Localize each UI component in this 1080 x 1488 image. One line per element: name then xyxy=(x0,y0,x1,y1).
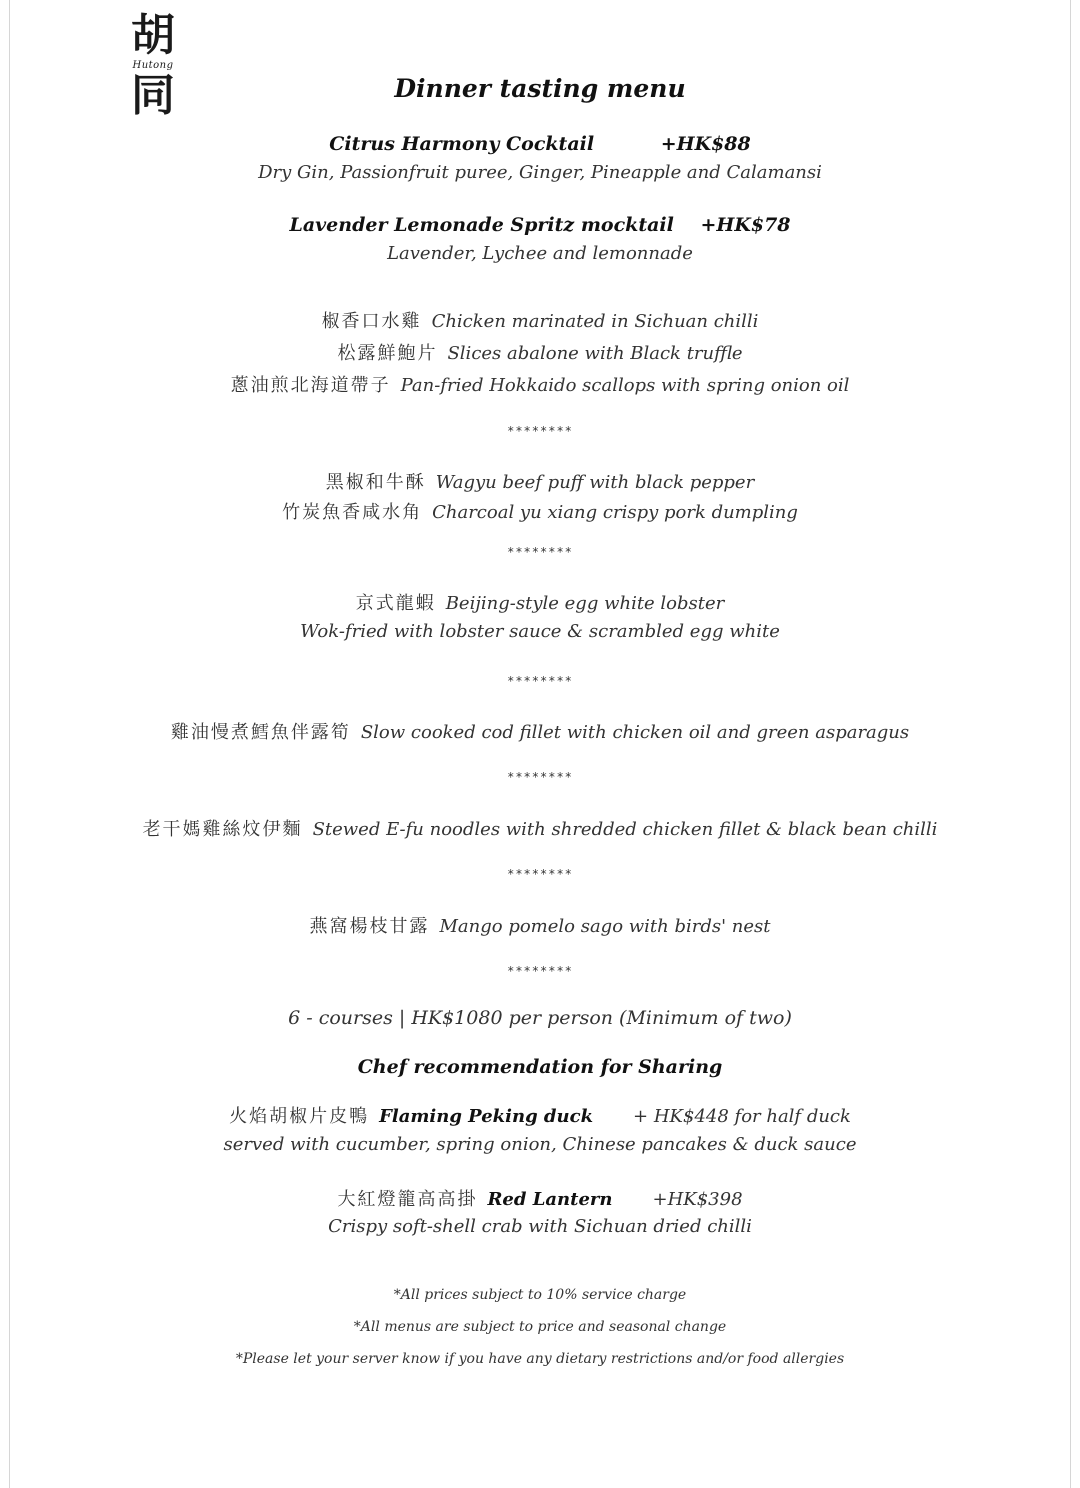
drink-2-price: +HK$78 xyxy=(700,214,791,236)
course-4-dish xyxy=(0,718,1080,744)
dish-en: Charcoal yu xiang crispy pork dumpling xyxy=(432,502,798,523)
dish-cn: 黑椒和牛酥 xyxy=(325,472,426,493)
dish-cn: 雞油慢煮鱈魚伴露筍 xyxy=(170,722,351,743)
drink-2-desc: Lavender, Lychee and lemonnade xyxy=(387,243,693,264)
course-2-dish-2 xyxy=(0,498,1080,524)
dish-en: Flaming Peking duck xyxy=(379,1106,594,1127)
dish-cn: 火焰胡椒片皮鴨 xyxy=(229,1106,370,1127)
dish-en: Stewed E-fu noodles with shredded chicken fillet & black bean chilli xyxy=(312,819,938,840)
course-separator: ******** xyxy=(507,770,573,784)
drink-1-price: +HK$88 xyxy=(660,133,751,155)
sharing-dish-2-desc: Crispy soft-shell crab with Sichuan dried chilli xyxy=(328,1216,752,1237)
dish-cn: 竹炭魚香咸水角 xyxy=(282,502,423,523)
chef-recommendation-heading: Chef recommendation for Sharing xyxy=(357,1056,723,1078)
drink-1-line xyxy=(0,133,1080,155)
dish-en: Slices abalone with Black truffle xyxy=(447,343,743,364)
dish-price: + HK$448 for half duck xyxy=(633,1106,851,1127)
course-5-dish xyxy=(0,815,1080,841)
drink-1-desc: Dry Gin, Passionfruit puree, Ginger, Pineapple and Calamansi xyxy=(258,162,822,183)
dish-cn: 松露鮮鮑片 xyxy=(337,343,438,364)
menu-title: Dinner tasting menu xyxy=(394,74,686,103)
set-price-line: 6 - courses | HK$1080 per person (Minimum of two) xyxy=(288,1007,792,1029)
course-separator: ******** xyxy=(507,424,573,438)
course-1-dish-3 xyxy=(0,371,1080,397)
sharing-dish-1 xyxy=(0,1102,1080,1128)
course-2-dish-1 xyxy=(0,468,1080,494)
logo-char-top: 胡 xyxy=(131,10,175,61)
sharing-dish-1-desc: served with cucumber, spring onion, Chinese pancakes & duck sauce xyxy=(223,1134,857,1155)
course-separator: ******** xyxy=(507,867,573,881)
dish-price: +HK$398 xyxy=(652,1189,743,1210)
hutong-logo xyxy=(118,12,188,128)
course-separator: ******** xyxy=(507,674,573,688)
dish-en: Mango pomelo sago with birds' nest xyxy=(439,916,771,937)
dish-cn: 椒香口水雞 xyxy=(321,311,422,332)
sharing-dish-2 xyxy=(0,1185,1080,1211)
dish-en: Pan-fried Hokkaido scallops with spring onion oil xyxy=(400,375,850,396)
dish-cn: 燕窩楊枝甘露 xyxy=(309,916,430,937)
dish-cn: 蔥油煎北海道帶子 xyxy=(230,375,391,396)
note-seasonal-change: *All menus are subject to price and seasonal change xyxy=(353,1319,727,1335)
dish-cn: 老干媽雞絲炆伊麵 xyxy=(142,819,303,840)
drink-2-line xyxy=(0,214,1080,236)
dish-en: Beijing-style egg white lobster xyxy=(445,593,725,614)
course-1-dish-2 xyxy=(0,339,1080,365)
drink-2-name: Lavender Lemonade Spritz mocktail xyxy=(289,214,674,236)
course-1-dish-1 xyxy=(0,307,1080,333)
course-3-dish xyxy=(0,589,1080,615)
course-separator: ******** xyxy=(507,545,573,559)
dish-cn: 京式龍蝦 xyxy=(355,593,436,614)
note-dietary: *Please let your server know if you have any dietary restrictions and/or food allergies xyxy=(235,1351,845,1367)
dish-cn: 大紅燈籠高高掛 xyxy=(337,1189,478,1210)
dish-en: Slow cooked cod fillet with chicken oil and green asparagus xyxy=(360,722,910,743)
drink-1-name: Citrus Harmony Cocktail xyxy=(329,133,595,155)
course-separator: ******** xyxy=(507,964,573,978)
logo-word: Hutong xyxy=(132,60,174,71)
dish-en: Red Lantern xyxy=(487,1189,613,1210)
course-6-dish xyxy=(0,912,1080,938)
note-service-charge: *All prices subject to 10% service charge xyxy=(393,1287,687,1303)
course-3-desc: Wok-fried with lobster sauce & scrambled egg white xyxy=(300,621,780,642)
dish-en: Chicken marinated in Sichuan chilli xyxy=(431,311,759,332)
dish-en: Wagyu beef puff with black pepper xyxy=(435,472,755,493)
logo-char-bottom: 同 xyxy=(131,70,175,121)
